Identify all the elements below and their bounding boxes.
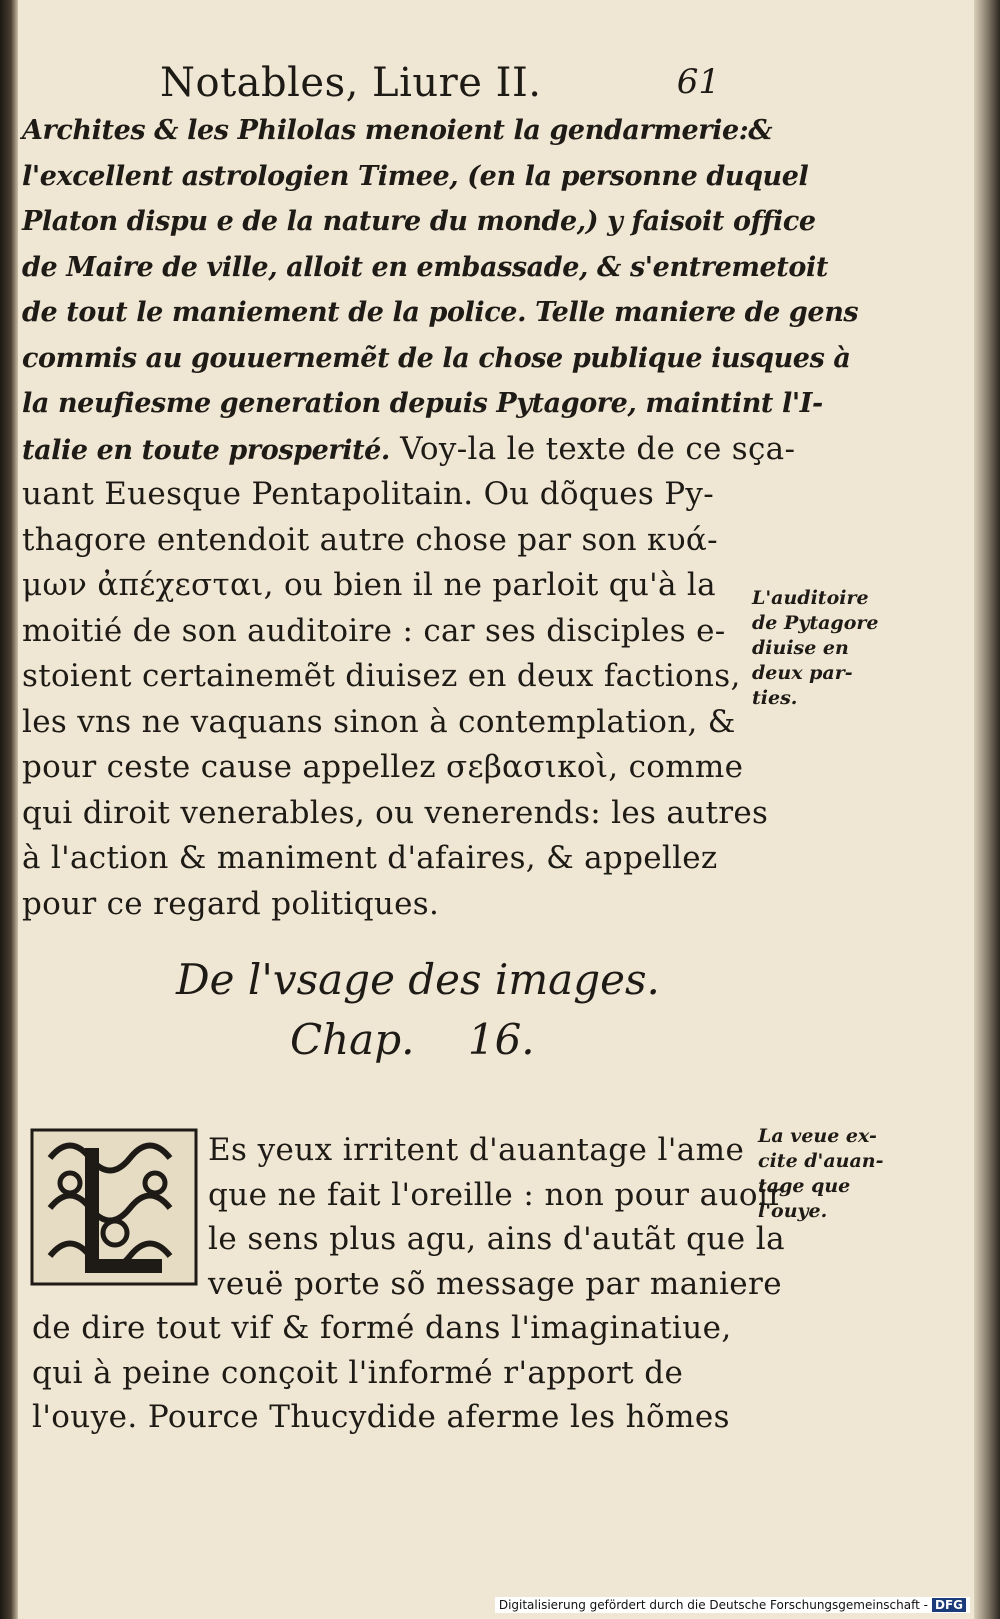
text-line: qui à peine conçoit l'informé r'apport de — [32, 1354, 684, 1391]
text-line: Es yeux irritent d'auantage l'ame — [208, 1132, 745, 1168]
margin-note-line: tage que — [758, 1175, 851, 1197]
page-edge-shadow — [974, 0, 1000, 1619]
text-line: de dire tout vif & formé dans l'imaginatiue, — [32, 1310, 732, 1346]
margin-note-line: deux par- — [752, 662, 853, 684]
text-line: les vns ne vaquans sinon à contemplation, & — [22, 703, 736, 740]
page-number: 61 — [676, 62, 720, 102]
text-line: veuë porte sõ message par maniere — [208, 1265, 782, 1302]
margin-note-veue — [758, 1124, 908, 1224]
margin-note-line: ties. — [752, 687, 798, 709]
text-line: à l'action & maniment d'afaires, & appellez — [22, 840, 718, 876]
margin-note-line: de Pytagore — [752, 612, 879, 634]
text-line — [22, 427, 796, 473]
text-line: pour ce regard politiques. — [22, 885, 440, 922]
credit-text: Digitalisierung gefördert durch die Deutsche Forschungsgemeinschaft - — [498, 1598, 928, 1612]
margin-note-line: diuise en — [752, 637, 849, 659]
text-line: uant Euesque Pentapolitain. Ou dõques Py- — [22, 476, 714, 512]
text-line: Archites & les Philolas menoient la gendarmerie:& — [22, 115, 773, 146]
text-italic-segment: talie en toute prosperité. — [22, 434, 390, 466]
book-binding-shadow — [0, 0, 18, 1619]
text-line: l'excellent astrologien Timee, (en la personne duquel — [22, 160, 809, 192]
margin-note-line: L'auditoire — [752, 587, 869, 609]
dfg-logo-icon: DFG — [932, 1598, 966, 1612]
text-line: moitié de son auditoire : car ses disciples e- — [22, 612, 726, 649]
text-line: que ne fait l'oreille : non pour auoir — [208, 1176, 784, 1213]
margin-note-auditoire — [752, 586, 902, 711]
running-title: Notables, Liure II. — [160, 60, 542, 106]
text-line: μων ἀπέχεσται, ou bien il ne parloit qu'à la — [22, 567, 716, 603]
text-line: la neufiesme generation depuis Pytagore, maintint l'I- — [22, 388, 823, 419]
text-line: qui diroit venerables, ou venerends: les autres — [22, 794, 769, 831]
text-roman-segment: Voy-la le texte de ce sça- — [389, 430, 796, 467]
margin-note-line: cite d'auan- — [758, 1150, 884, 1172]
text-line: de Maire de ville, alloit en embassade, & s'entremetoit — [22, 251, 828, 283]
text-line: l'ouye. Pource Thucydide aferme les hõmes — [32, 1399, 730, 1435]
text-line: Platon dispu e de la nature du monde,) y faisoit office — [22, 206, 816, 237]
text-line: commis au gouuernemẽt de la chose publique iusques à — [22, 342, 851, 374]
chapter-text-block — [32, 1128, 785, 1440]
margin-note-line: La veue ex- — [758, 1125, 877, 1147]
text-line: pour ceste cause appellez σεβασικοὶ, comme — [22, 749, 744, 785]
digitization-credit — [495, 1597, 970, 1613]
chapter-number: Chap. 16. — [290, 1015, 535, 1064]
text-line: thagore entendoit autre chose par son κυά- — [22, 521, 718, 558]
chapter-title: De l'vsage des images. — [176, 955, 660, 1004]
text-line: le sens plus agu, ains d'autãt que la — [208, 1221, 785, 1257]
margin-note-line: l'ouye. — [758, 1200, 828, 1222]
text-line: de tout le maniement de la police. Telle maniere de gens — [22, 297, 859, 328]
text-line: stoient certainemẽt diuisez en deux factions, — [22, 658, 741, 694]
